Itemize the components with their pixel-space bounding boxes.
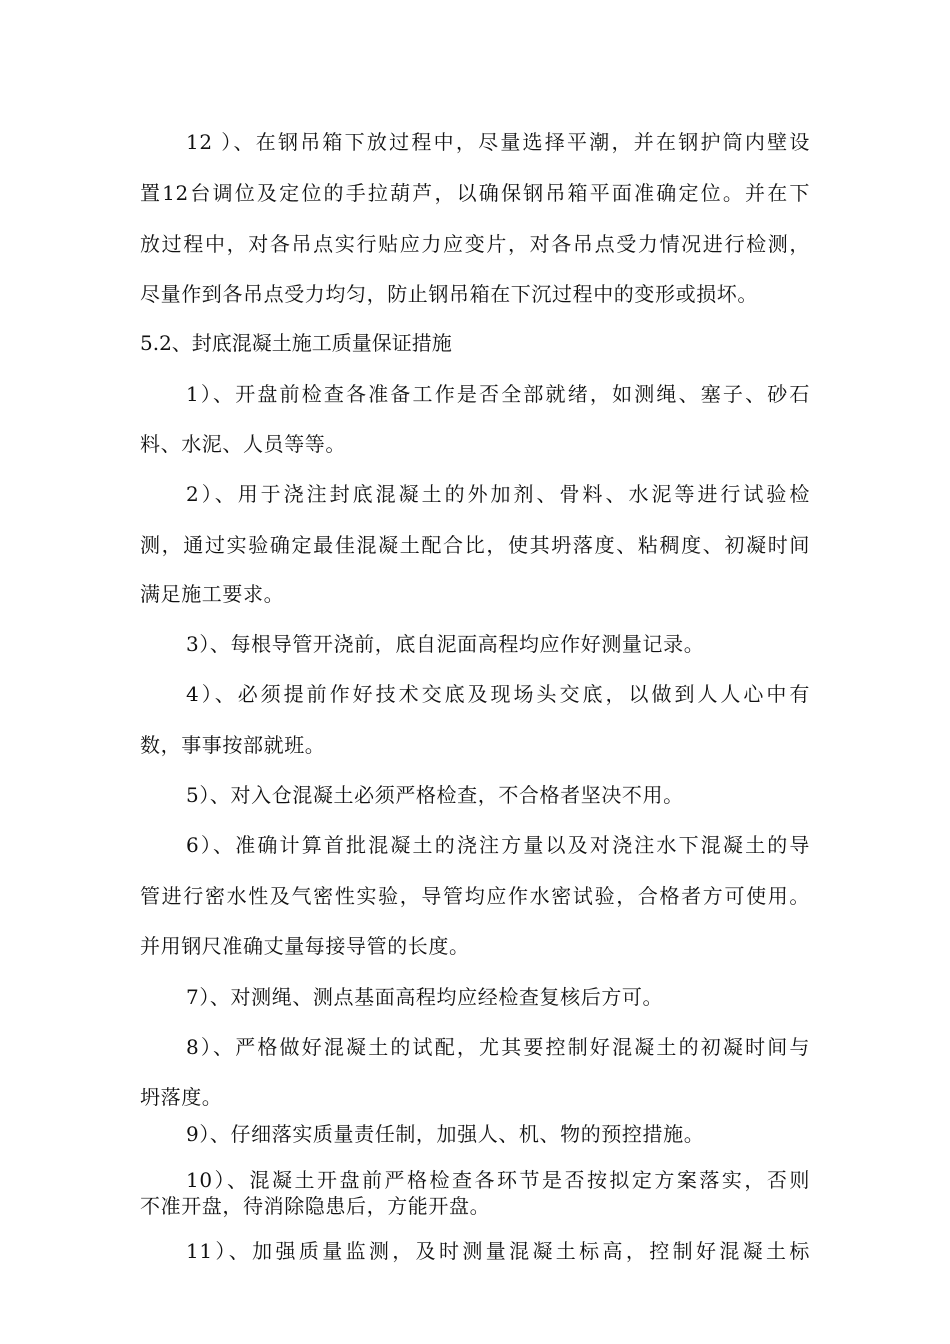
text-line: 9）、仔细落实质量责任制，加强人、机、物的预控措施。	[186, 1122, 705, 1146]
text-line: 放过程中，对各吊点实行贴应力应变片，对各吊点受力情况进行检测，	[140, 232, 810, 256]
text-line: 尽量作到各吊点受力均匀，防止钢吊箱在下沉过程中的变形或损坏。	[140, 282, 758, 306]
text-line: 不准开盘，待消除隐患后，方能开盘。	[140, 1194, 491, 1218]
text-line: 10）、混凝土开盘前严格检查各环节是否按拟定方案落实，否则	[186, 1168, 810, 1192]
text-line: 8）、严格做好混凝土的试配，尤其要控制好混凝土的初凝时间与	[186, 1035, 810, 1059]
section-heading: 5.2、封底混凝土施工质量保证措施	[140, 331, 452, 355]
text-line: 11）、加强质量监测，及时测量混凝土标高，控制好混凝土标	[186, 1239, 810, 1263]
text-line: 5）、对入仓混凝土必须严格检查，不合格者坚决不用。	[186, 783, 684, 807]
text-line: 4）、必须提前作好技术交底及现场头交底，以做到人人心中有	[186, 682, 810, 706]
text-line: 管进行密水性及气密性实验，导管均应作水密试验，合格者方可使用。	[140, 884, 810, 908]
text-line: 数，事事按部就班。	[140, 733, 326, 757]
text-line: 2）、用于浇注封底混凝土的外加剂、骨料、水泥等进行试验检	[186, 482, 810, 506]
text-line: 12 ）、在钢吊箱下放过程中，尽量选择平潮，并在钢护筒内壁设	[186, 130, 810, 154]
text-line: 7）、对测绳、测点基面高程均应经检查复核后方可。	[186, 985, 664, 1009]
text-line: 1）、开盘前检查各准备工作是否全部就绪，如测绳、塞子、砂石	[186, 382, 810, 406]
text-line: 并用钢尺准确丈量每接导管的长度。	[140, 934, 470, 958]
text-line: 3）、每根导管开浇前，底自泥面高程均应作好测量记录。	[186, 632, 705, 656]
text-line: 坍落度。	[140, 1085, 223, 1109]
text-line: 满足施工要求。	[140, 582, 285, 606]
text-line: 测，通过实验确定最佳混凝土配合比，使其坍落度、粘稠度、初凝时间	[140, 533, 810, 557]
text-line: 料、水泥、人员等等。	[140, 432, 346, 456]
text-line: 置12台调位及定位的手拉葫芦，以确保钢吊箱平面准确定位。并在下	[140, 181, 810, 205]
text-line: 6）、准确计算首批混凝土的浇注方量以及对浇注水下混凝土的导	[186, 833, 810, 857]
